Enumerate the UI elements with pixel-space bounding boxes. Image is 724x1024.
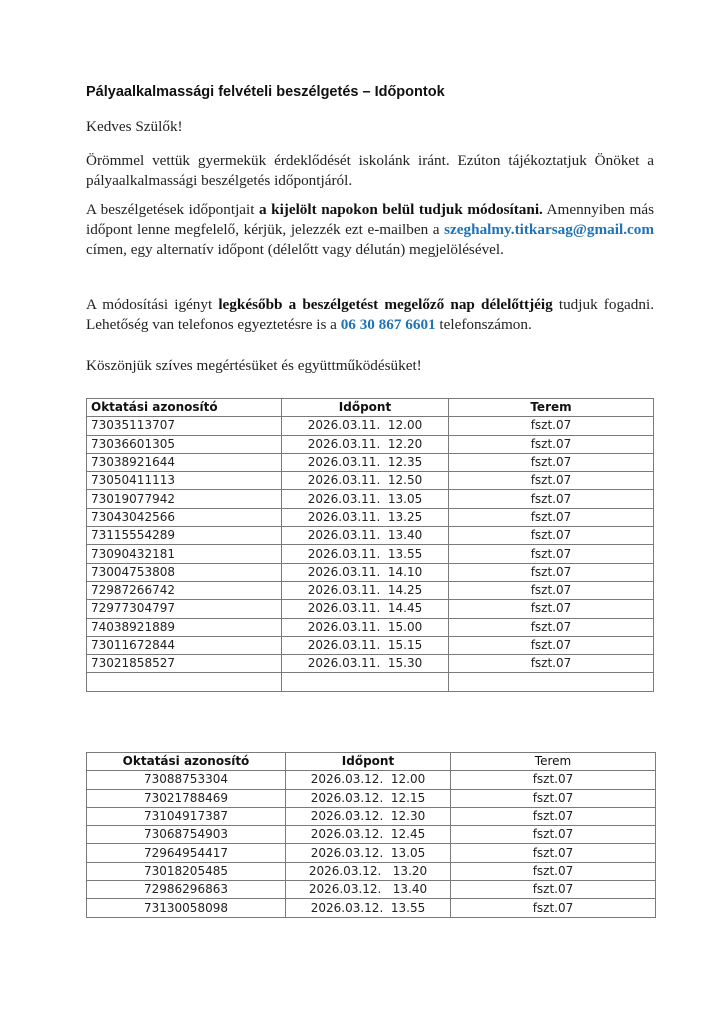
table-row — [87, 435, 654, 453]
cell-time: 2026.03.11. 13.40 — [282, 527, 449, 545]
table-row — [87, 600, 654, 618]
cell-id: 72977304797 — [87, 600, 282, 618]
table-row — [87, 881, 656, 899]
cell-room: fszt.07 — [449, 581, 654, 599]
cell-time: 2026.03.11. 15.00 — [282, 618, 449, 636]
deadline-paragraph — [86, 295, 654, 335]
cell-room — [449, 673, 654, 691]
cell-time: 2026.03.12. 13.20 — [286, 862, 451, 880]
cell-id: 73036601305 — [87, 435, 282, 453]
table-row — [87, 771, 656, 789]
cell-id: 73043042566 — [87, 508, 282, 526]
cell-id: 74038921889 — [87, 618, 282, 636]
table-header-row — [87, 399, 654, 417]
cell-room: fszt.07 — [451, 899, 656, 917]
email-link[interactable]: szeghalmy.titkarsag@gmail.com — [444, 221, 654, 238]
cell-id: 73068754903 — [87, 826, 286, 844]
cell-id — [87, 673, 282, 691]
phone-link[interactable]: 06 30 867 6601 — [340, 316, 436, 333]
table-row — [87, 453, 654, 471]
emphasis-text: legkésőbb a beszélgetést megelőző nap délelőttjéig — [218, 296, 553, 313]
cell-time: 2026.03.11. 12.35 — [282, 453, 449, 471]
table-row — [87, 563, 654, 581]
cell-time: 2026.03.12. 12.30 — [286, 807, 451, 825]
table-row — [87, 581, 654, 599]
header-room: Terem — [449, 399, 654, 417]
cell-id: 73088753304 — [87, 771, 286, 789]
cell-room: fszt.07 — [451, 789, 656, 807]
cell-room: fszt.07 — [449, 453, 654, 471]
cell-room: fszt.07 — [449, 417, 654, 435]
cell-time: 2026.03.11. 15.30 — [282, 655, 449, 673]
schedule-table-day1 — [86, 398, 654, 692]
cell-room: fszt.07 — [451, 862, 656, 880]
cell-room: fszt.07 — [449, 435, 654, 453]
text: A módosítási igényt — [86, 296, 219, 313]
cell-time: 2026.03.12. 13.05 — [286, 844, 451, 862]
table-row — [87, 789, 656, 807]
closing-text: Köszönjük szíves megértésüket és együttműködésüket! — [86, 357, 422, 374]
cell-room: fszt.07 — [449, 508, 654, 526]
table-row — [87, 527, 654, 545]
cell-time: 2026.03.11. 12.20 — [282, 435, 449, 453]
text: tudjuk fogadni. Lehetőség van telefonos egyeztetésre is a — [86, 296, 655, 333]
cell-id: 73004753808 — [87, 563, 282, 581]
cell-room: fszt.07 — [451, 881, 656, 899]
table-row — [87, 899, 656, 917]
cell-room: fszt.07 — [449, 618, 654, 636]
cell-room: fszt.07 — [451, 826, 656, 844]
cell-id: 73090432181 — [87, 545, 282, 563]
modification-paragraph — [86, 200, 654, 260]
cell-room: fszt.07 — [449, 636, 654, 654]
page-title: Pályaalkalmassági felvételi beszélgetés – Időpontok — [86, 84, 445, 100]
cell-time: 2026.03.12. 13.40 — [286, 881, 451, 899]
cell-time: 2026.03.11. 14.25 — [282, 581, 449, 599]
cell-time — [282, 673, 449, 691]
cell-id: 73038921644 — [87, 453, 282, 471]
table-row — [87, 862, 656, 880]
cell-id: 73021788469 — [87, 789, 286, 807]
cell-room: fszt.07 — [449, 490, 654, 508]
table-row — [87, 545, 654, 563]
cell-time: 2026.03.12. 13.55 — [286, 899, 451, 917]
cell-room: fszt.07 — [449, 527, 654, 545]
cell-time: 2026.03.12. 12.15 — [286, 789, 451, 807]
header-id: Oktatási azonosító — [87, 753, 286, 771]
header-time: Időpont — [286, 753, 451, 771]
cell-id: 73019077942 — [87, 490, 282, 508]
cell-id: 72986296863 — [87, 881, 286, 899]
table-row — [87, 508, 654, 526]
schedule-table-day2 — [86, 752, 656, 918]
cell-id: 73011672844 — [87, 636, 282, 654]
table-row — [87, 807, 656, 825]
cell-id: 72964954417 — [87, 844, 286, 862]
table-row — [87, 844, 656, 862]
cell-room: fszt.07 — [451, 844, 656, 862]
cell-time: 2026.03.11. 14.45 — [282, 600, 449, 618]
text: A beszélgetések időpontjait — [86, 201, 259, 218]
cell-id: 73050411113 — [87, 472, 282, 490]
table-row — [87, 490, 654, 508]
cell-room: fszt.07 — [451, 771, 656, 789]
cell-id: 73021858527 — [87, 655, 282, 673]
cell-id: 73130058098 — [87, 899, 286, 917]
cell-id: 72987266742 — [87, 581, 282, 599]
header-room: Terem — [451, 753, 656, 771]
table-row — [87, 673, 654, 691]
cell-id: 73115554289 — [87, 527, 282, 545]
cell-id: 73104917387 — [87, 807, 286, 825]
text: címen, egy alternatív időpont (délelőtt vagy délután) megjelölésével. — [86, 241, 504, 258]
greeting: Kedves Szülők! — [86, 118, 183, 135]
cell-room: fszt.07 — [451, 807, 656, 825]
table-row — [87, 655, 654, 673]
cell-time: 2026.03.11. 12.00 — [282, 417, 449, 435]
cell-id: 73018205485 — [87, 862, 286, 880]
table-row — [87, 618, 654, 636]
cell-time: 2026.03.11. 12.50 — [282, 472, 449, 490]
table-row — [87, 636, 654, 654]
header-id: Oktatási azonosító — [87, 399, 282, 417]
table-row — [87, 826, 656, 844]
cell-time: 2026.03.11. 13.25 — [282, 508, 449, 526]
cell-time: 2026.03.11. 13.55 — [282, 545, 449, 563]
intro-paragraph: Örömmel vettük gyermekük érdeklődését iskolánk iránt. Ezúton tájékoztatjuk Önöket a pályaalkalmassági beszélgetés időpontjáról. — [86, 152, 654, 189]
cell-id: 73035113707 — [87, 417, 282, 435]
cell-time: 2026.03.11. 15.15 — [282, 636, 449, 654]
text: telefonszámon. — [435, 316, 532, 333]
cell-room: fszt.07 — [449, 655, 654, 673]
cell-room: fszt.07 — [449, 545, 654, 563]
cell-room: fszt.07 — [449, 472, 654, 490]
cell-time: 2026.03.12. 12.45 — [286, 826, 451, 844]
table-row — [87, 472, 654, 490]
text: Amennyiben más időpont lenne megfelelő, kérjük, jelezzék ezt e-mailben a — [86, 201, 654, 238]
header-time: Időpont — [282, 399, 449, 417]
cell-room: fszt.07 — [449, 600, 654, 618]
cell-room: fszt.07 — [449, 563, 654, 581]
emphasis-text: a kijelölt napokon belül tudjuk módosítani. — [259, 201, 543, 218]
table-row — [87, 417, 654, 435]
cell-time: 2026.03.11. 13.05 — [282, 490, 449, 508]
table-header-row — [87, 753, 656, 771]
cell-time: 2026.03.12. 12.00 — [286, 771, 451, 789]
cell-time: 2026.03.11. 14.10 — [282, 563, 449, 581]
